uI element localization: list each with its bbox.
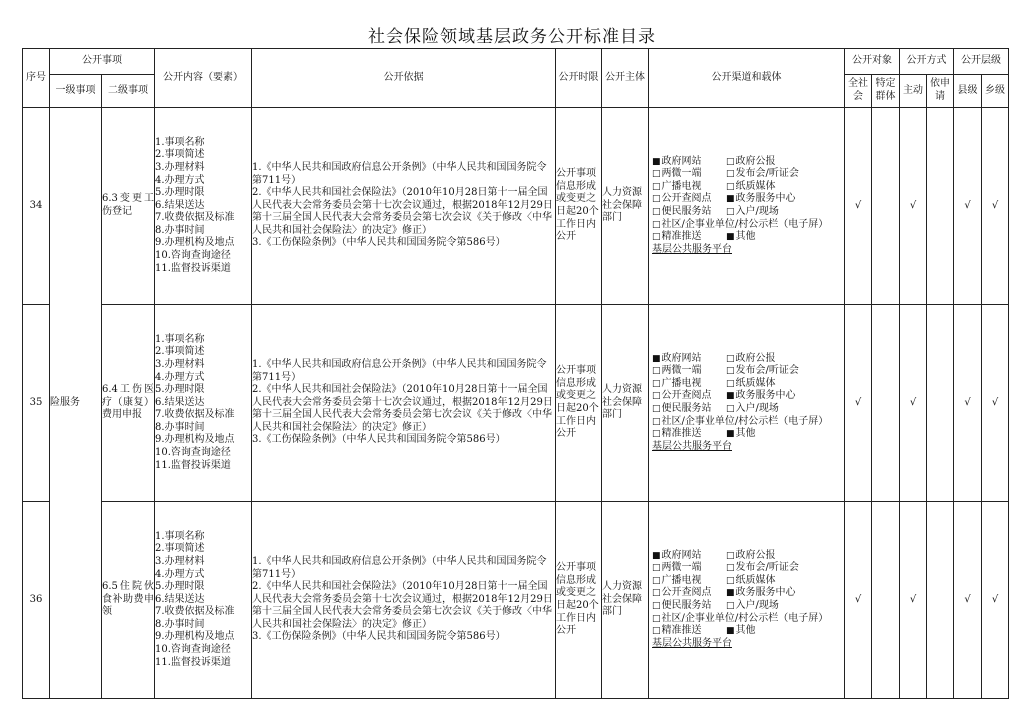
unchecked-box-icon: □ xyxy=(652,194,661,205)
row-basis xyxy=(252,502,556,699)
channel-other-text: 基层公共服务平台 xyxy=(652,637,732,649)
content-item: 1.事项名称 xyxy=(155,136,205,148)
check-mode-active: √ xyxy=(900,305,927,502)
unchecked-box-icon: □ xyxy=(652,626,661,637)
row-time-limit: 公开事项信息形成或变更之日起20个工作日内公开 xyxy=(556,502,602,699)
table-row xyxy=(23,305,1009,502)
channel-press: □发布会/听证会 xyxy=(726,562,799,574)
unchecked-box-icon: □ xyxy=(726,353,735,364)
unchecked-box-icon: □ xyxy=(652,404,661,414)
content-item: 8.办事时间 xyxy=(155,421,205,433)
basis-item: 1.《中华人民共和国政府信息公开条例》（中华人民共和国国务院令第711号） xyxy=(252,358,547,383)
unchecked-box-icon: □ xyxy=(652,181,661,192)
header-mode-active: 主动 xyxy=(900,75,927,108)
row-subject: 人力资源社会保障部门 xyxy=(602,502,649,699)
row-time-limit: 公开事项信息形成或变更之日起20个工作日内公开 xyxy=(556,305,602,502)
unchecked-box-icon: □ xyxy=(652,366,661,377)
channel-precise: □精准推送 xyxy=(652,231,702,243)
checked-box-icon: ■ xyxy=(652,156,661,167)
channel-community: □社区/企事业单位/村公示栏（电子屏） xyxy=(652,415,829,427)
channel-two-one: □两微一端 xyxy=(652,168,702,180)
content-item: 1.事项名称 xyxy=(155,530,205,542)
check-target-group xyxy=(872,305,900,502)
check-tier-county: √ xyxy=(954,108,982,305)
unchecked-box-icon: □ xyxy=(652,429,661,440)
row-content xyxy=(155,108,252,305)
channel-household: □入户/现场 xyxy=(726,403,779,414)
unchecked-box-icon: □ xyxy=(652,391,661,402)
channel-household: □入户/现场 xyxy=(726,206,779,217)
row-content xyxy=(155,305,252,502)
check-target-all: √ xyxy=(845,502,872,699)
check-mode-request xyxy=(927,305,954,502)
channel-other-text: 基层公共服务平台 xyxy=(652,243,732,255)
channel-precise: □精准推送 xyxy=(652,625,702,637)
basis-item: 1.《中华人民共和国政府信息公开条例》（中华人民共和国国务院令第711号） xyxy=(252,555,547,580)
content-item: 6.结果送达 xyxy=(155,593,205,605)
channel-community: □社区/企事业单位/村公示栏（电子屏） xyxy=(652,612,829,624)
basis-item: 3.《工伤保险条例》（中华人民共和国国务院令第586号） xyxy=(252,434,506,446)
content-item: 5.办理时限 xyxy=(155,187,205,199)
content-item: 9.办理机构及地点 xyxy=(155,434,235,446)
channel-gov-website: ■政府网站 xyxy=(652,155,702,167)
channel-tv: □广播电视 xyxy=(652,574,702,586)
channel-other-text: 基层公共服务平台 xyxy=(652,440,732,452)
channel-community: □社区/企事业单位/村公示栏（电子屏） xyxy=(652,218,829,230)
row-basis xyxy=(252,305,556,502)
basis-item: 3.《工伤保险条例》（中华人民共和国国务院令第586号） xyxy=(252,237,506,249)
content-item: 4.办理方式 xyxy=(155,371,205,383)
channel-print: □纸质媒体 xyxy=(726,574,776,586)
unchecked-box-icon: □ xyxy=(652,378,661,389)
channel-service-center: ■政务服务中心 xyxy=(726,587,796,599)
checked-box-icon: ■ xyxy=(726,391,735,402)
channel-other: ■其他 xyxy=(726,428,756,440)
checked-box-icon: ■ xyxy=(726,232,735,243)
content-item: 7.收费依据及标准 xyxy=(155,212,235,224)
content-item: 8.办事时间 xyxy=(155,618,205,630)
row-level2: 6.3变更工伤登记 xyxy=(102,108,155,305)
header-target-all: 全社会 xyxy=(845,75,872,108)
unchecked-box-icon: □ xyxy=(726,550,735,561)
level1-cell: 险服务 xyxy=(50,108,102,699)
channel-gov-bulletin: □政府公报 xyxy=(726,155,776,167)
unchecked-box-icon: □ xyxy=(652,575,661,586)
channel-two-one: □两微一端 xyxy=(652,365,702,377)
header-seq: 序号 xyxy=(23,49,50,108)
table-row xyxy=(23,108,1009,305)
check-tier-county: √ xyxy=(954,502,982,699)
row-time-limit: 公开事项信息形成或变更之日起20个工作日内公开 xyxy=(556,108,602,305)
content-item: 10.咨询查询途径 xyxy=(155,644,231,656)
check-target-group xyxy=(872,108,900,305)
channel-gov-website: ■政府网站 xyxy=(652,352,702,364)
header-subject: 公开主体 xyxy=(602,49,649,108)
channel-press: □发布会/听证会 xyxy=(726,365,799,377)
row-seq: 34 xyxy=(23,108,50,305)
channel-query-point: □公开查阅点 xyxy=(652,390,712,402)
header-matter: 公开事项 xyxy=(50,49,155,75)
content-item: 2.事项简述 xyxy=(155,149,205,161)
check-mode-request xyxy=(927,108,954,305)
content-item: 3.办理材料 xyxy=(155,161,205,173)
unchecked-box-icon: □ xyxy=(652,219,661,230)
content-item: 3.办理材料 xyxy=(155,555,205,567)
content-item: 5.办理时限 xyxy=(155,581,205,593)
channel-service-center: ■政务服务中心 xyxy=(726,390,796,402)
check-tier-township: √ xyxy=(982,108,1009,305)
row-content xyxy=(155,502,252,699)
channel-gov-bulletin: □政府公报 xyxy=(726,549,776,561)
content-item: 4.办理方式 xyxy=(155,174,205,186)
check-mode-active: √ xyxy=(900,502,927,699)
row-level2: 6.4工伤医疗（康复）费用申报 xyxy=(102,305,155,502)
content-item: 11.监督投诉渠道 xyxy=(155,656,231,668)
channel-print: □纸质媒体 xyxy=(726,180,776,192)
channel-press: □发布会/听证会 xyxy=(726,168,799,180)
content-item: 7.收费依据及标准 xyxy=(155,409,235,421)
checked-box-icon: ■ xyxy=(726,626,735,637)
header-tier-county: 县级 xyxy=(954,75,982,108)
row-seq: 35 xyxy=(23,305,50,502)
catalog-table xyxy=(22,48,1009,699)
content-item: 3.办理材料 xyxy=(155,358,205,370)
unchecked-box-icon: □ xyxy=(726,181,735,192)
content-item: 4.办理方式 xyxy=(155,568,205,580)
header-level1: 一级事项 xyxy=(50,75,102,108)
content-item: 8.办事时间 xyxy=(155,224,205,236)
unchecked-box-icon: □ xyxy=(652,416,661,427)
content-item: 9.办理机构及地点 xyxy=(155,237,235,249)
unchecked-box-icon: □ xyxy=(726,404,735,414)
check-target-all: √ xyxy=(845,108,872,305)
page-title: 社会保险领域基层政务公开标准目录 xyxy=(368,27,656,47)
content-item: 2.事项简述 xyxy=(155,346,205,358)
channel-query-point: □公开查阅点 xyxy=(652,193,712,205)
unchecked-box-icon: □ xyxy=(726,563,735,574)
check-mode-active: √ xyxy=(900,108,927,305)
channel-service-center: ■政务服务中心 xyxy=(726,193,796,205)
header-tier: 公开层级 xyxy=(954,49,1009,75)
content-item: 10.咨询查询途径 xyxy=(155,447,231,459)
unchecked-box-icon: □ xyxy=(726,207,735,217)
header-target: 公开对象 xyxy=(845,49,900,75)
content-item: 11.监督投诉渠道 xyxy=(155,459,231,471)
unchecked-box-icon: □ xyxy=(726,169,735,180)
content-item: 10.咨询查询途径 xyxy=(155,250,231,262)
content-item: 1.事项名称 xyxy=(155,333,205,345)
channel-convenience: □便民服务站 xyxy=(652,403,712,414)
check-tier-township: √ xyxy=(982,305,1009,502)
row-channels xyxy=(649,108,845,305)
unchecked-box-icon: □ xyxy=(726,601,735,611)
unchecked-box-icon: □ xyxy=(726,156,735,167)
checked-box-icon: ■ xyxy=(726,429,735,440)
check-target-group xyxy=(872,502,900,699)
header-content: 公开内容（要素） xyxy=(155,49,252,108)
checked-box-icon: ■ xyxy=(726,588,735,599)
content-item: 11.监督投诉渠道 xyxy=(155,262,231,274)
check-tier-county: √ xyxy=(954,305,982,502)
row-subject: 人力资源社会保障部门 xyxy=(602,305,649,502)
basis-item: 2.《中华人民共和国社会保险法》（2010年10月28日第十一届全国人民代表大会常务委员会第十七次会议通过，根据2018年12月29日第十三届全国人民代表大会常务委员会第七次会议《关于修改〈中华人民共和国社会保险法〉的决定》修正） xyxy=(252,187,553,236)
header-target-group: 特定群体 xyxy=(872,75,900,108)
row-channels xyxy=(649,502,845,699)
check-mode-request xyxy=(927,502,954,699)
channel-gov-bulletin: □政府公报 xyxy=(726,352,776,364)
channel-other: ■其他 xyxy=(726,625,756,637)
channel-two-one: □两微一端 xyxy=(652,562,702,574)
channel-household: □入户/现场 xyxy=(726,600,779,611)
row-basis xyxy=(252,108,556,305)
row-subject: 人力资源社会保障部门 xyxy=(602,108,649,305)
header-level2: 二级事项 xyxy=(102,75,155,108)
content-item: 7.收费依据及标准 xyxy=(155,606,235,618)
header-mode-request: 依申请 xyxy=(927,75,954,108)
content-item: 9.办理机构及地点 xyxy=(155,631,235,643)
check-target-all: √ xyxy=(845,305,872,502)
header-time-limit: 公开时限 xyxy=(556,49,602,108)
content-item: 6.结果送达 xyxy=(155,396,205,408)
basis-item: 1.《中华人民共和国政府信息公开条例》（中华人民共和国国务院令第711号） xyxy=(252,161,547,186)
checked-box-icon: ■ xyxy=(652,353,661,364)
content-item: 6.结果送达 xyxy=(155,199,205,211)
channel-convenience: □便民服务站 xyxy=(652,600,712,611)
channel-query-point: □公开查阅点 xyxy=(652,587,712,599)
unchecked-box-icon: □ xyxy=(652,169,661,180)
unchecked-box-icon: □ xyxy=(652,563,661,574)
unchecked-box-icon: □ xyxy=(652,232,661,243)
row-channels xyxy=(649,305,845,502)
unchecked-box-icon: □ xyxy=(652,588,661,599)
table-row xyxy=(23,502,1009,699)
channel-precise: □精准推送 xyxy=(652,428,702,440)
basis-item: 3.《工伤保险条例》（中华人民共和国国务院令第586号） xyxy=(252,631,506,643)
checked-box-icon: ■ xyxy=(726,194,735,205)
content-item: 2.事项简述 xyxy=(155,543,205,555)
checked-box-icon: ■ xyxy=(652,550,661,561)
header-mode: 公开方式 xyxy=(900,49,954,75)
header-channel: 公开渠道和载体 xyxy=(649,49,845,108)
channel-gov-website: ■政府网站 xyxy=(652,549,702,561)
unchecked-box-icon: □ xyxy=(726,378,735,389)
channel-tv: □广播电视 xyxy=(652,180,702,192)
channel-convenience: □便民服务站 xyxy=(652,206,712,217)
channel-tv: □广播电视 xyxy=(652,377,702,389)
unchecked-box-icon: □ xyxy=(726,366,735,377)
channel-other: ■其他 xyxy=(726,231,756,243)
content-item: 5.办理时限 xyxy=(155,384,205,396)
channel-print: □纸质媒体 xyxy=(726,377,776,389)
header-tier-township: 乡级 xyxy=(982,75,1009,108)
unchecked-box-icon: □ xyxy=(652,601,661,611)
unchecked-box-icon: □ xyxy=(652,207,661,217)
unchecked-box-icon: □ xyxy=(726,575,735,586)
header-basis: 公开依据 xyxy=(252,49,556,108)
row-seq: 36 xyxy=(23,502,50,699)
basis-item: 2.《中华人民共和国社会保险法》（2010年10月28日第十一届全国人民代表大会常务委员会第十七次会议通过，根据2018年12月29日第十三届全国人民代表大会常务委员会第七次会议《关于修改〈中华人民共和国社会保险法〉的决定》修正） xyxy=(252,581,553,630)
row-level2: 6.5住院伙食补助费申领 xyxy=(102,502,155,699)
basis-item: 2.《中华人民共和国社会保险法》（2010年10月28日第十一届全国人民代表大会常务委员会第十七次会议通过，根据2018年12月29日第十三届全国人民代表大会常务委员会第七次会议《关于修改〈中华人民共和国社会保险法〉的决定》修正） xyxy=(252,384,553,433)
unchecked-box-icon: □ xyxy=(652,613,661,624)
check-tier-township: √ xyxy=(982,502,1009,699)
